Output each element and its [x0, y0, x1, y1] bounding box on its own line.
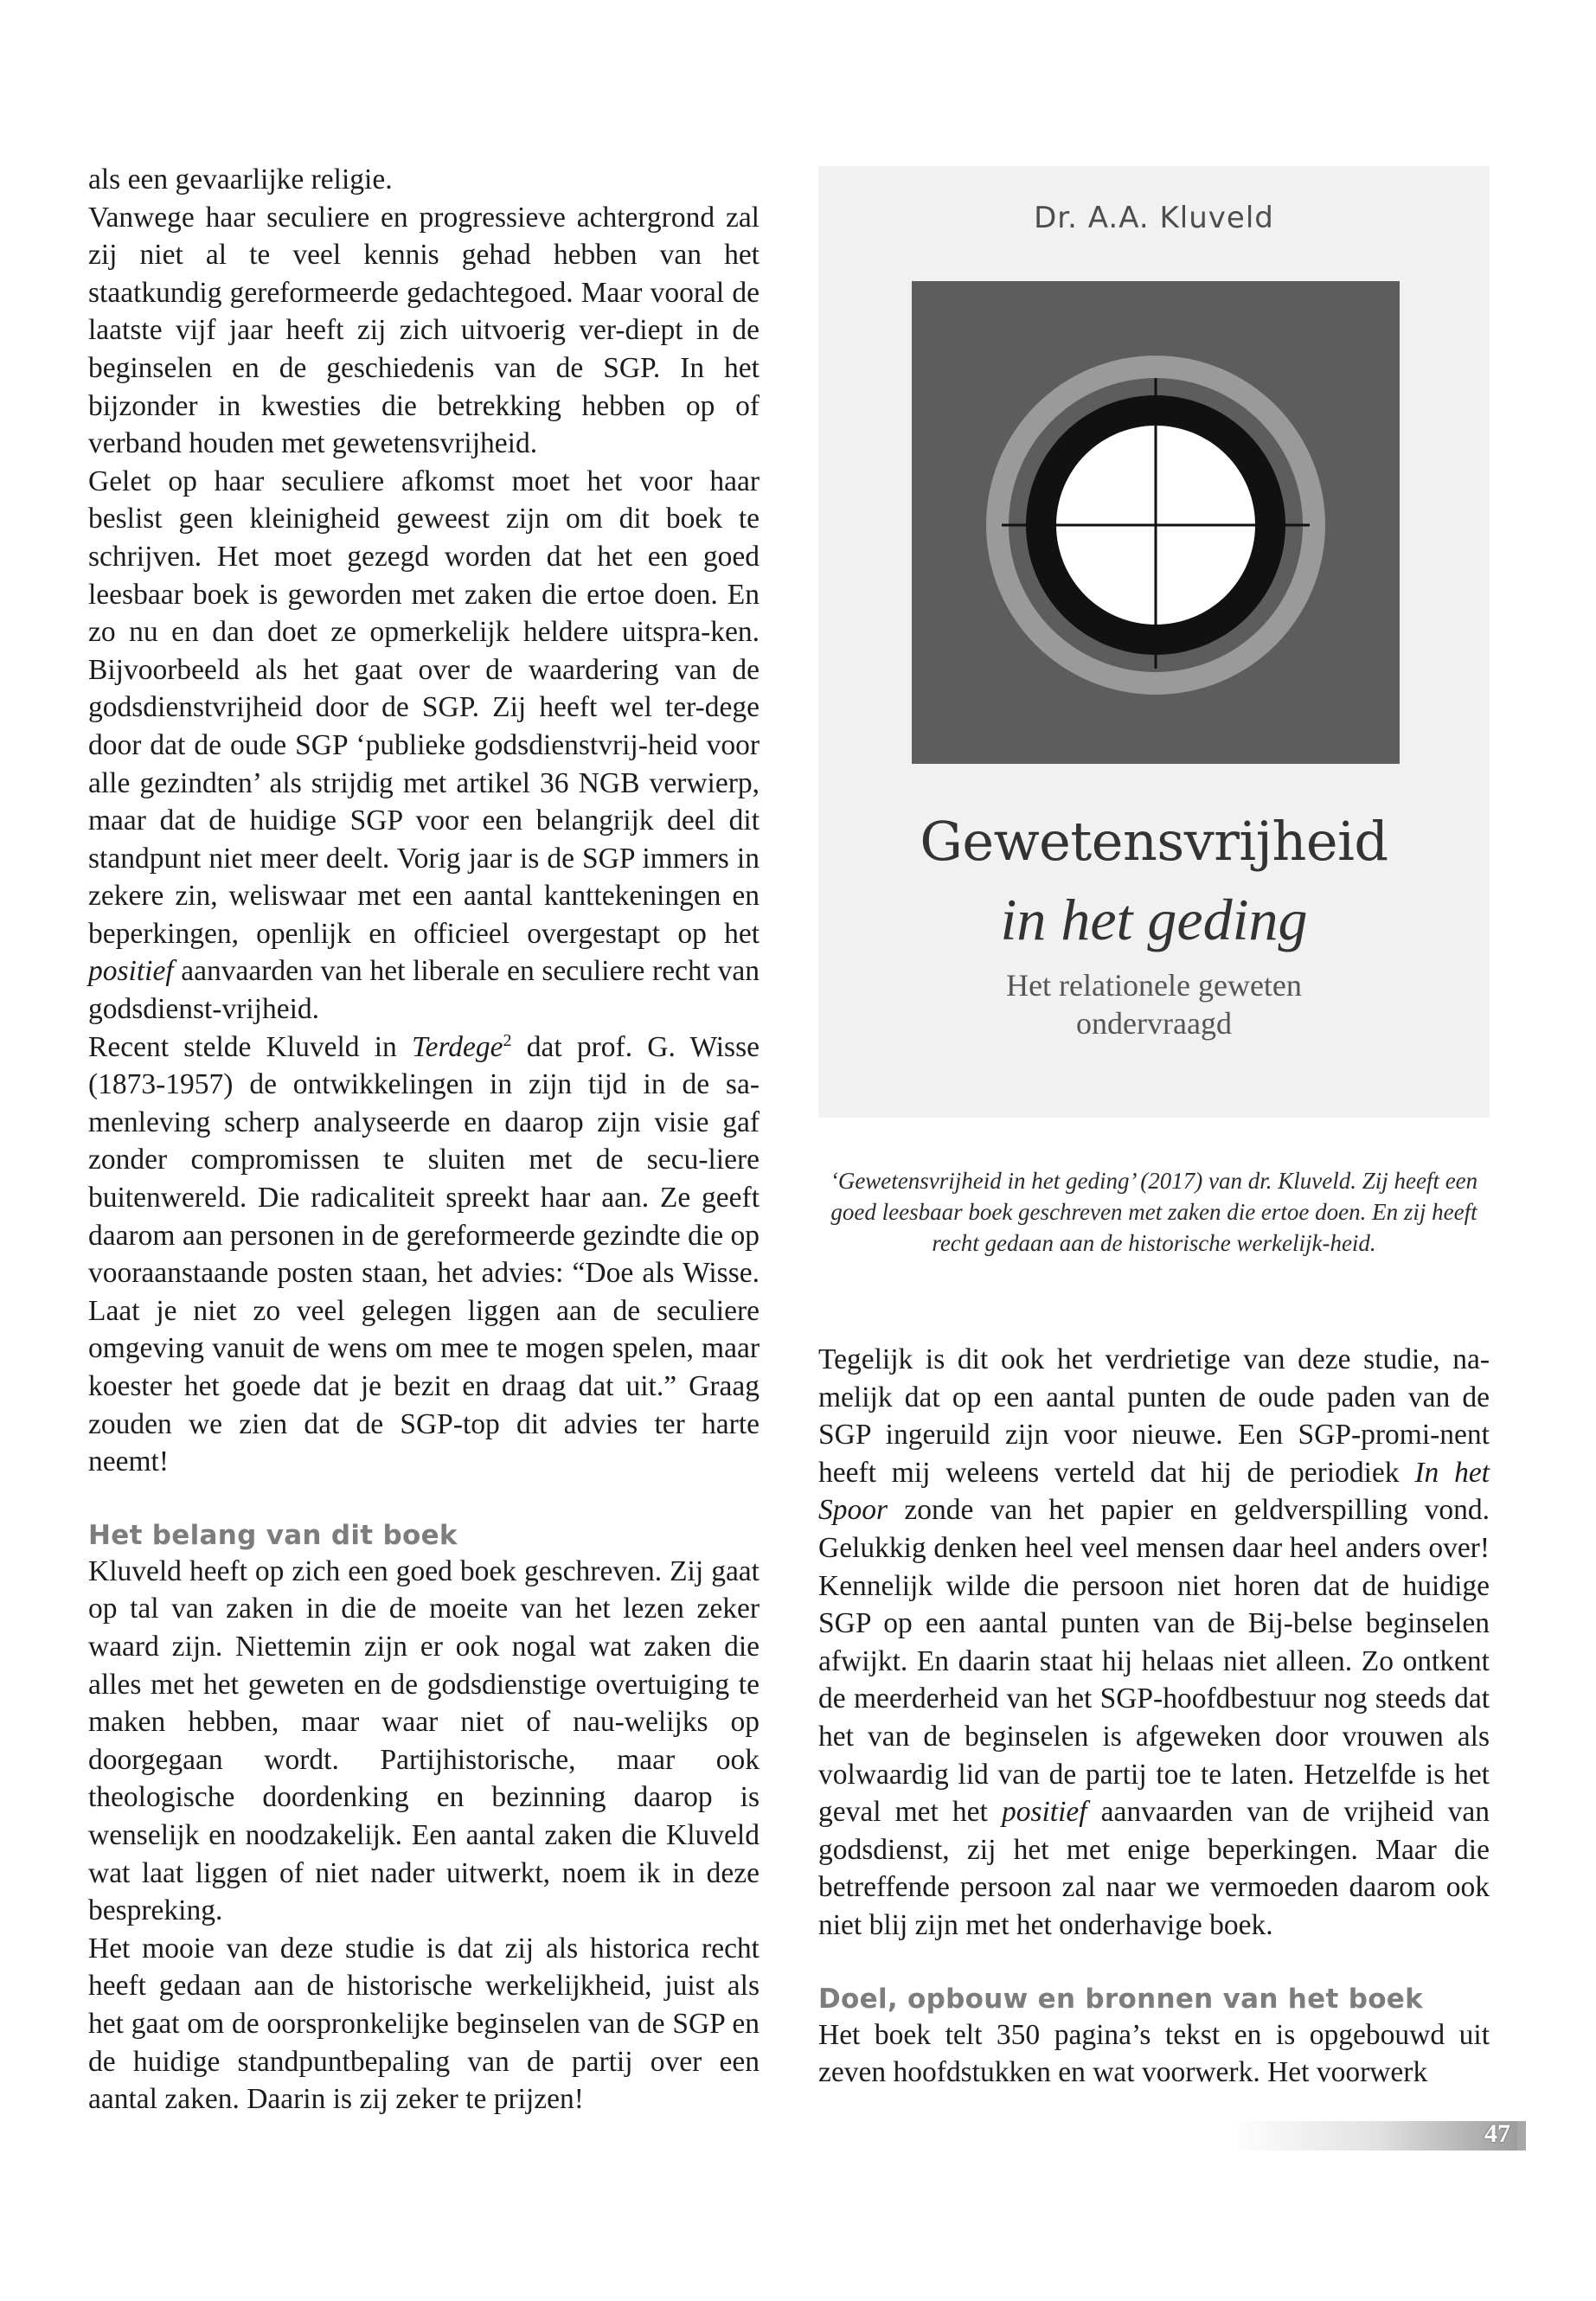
page-number-bar-end [1517, 2121, 1526, 2150]
text-run: Recent stelde Kluveld in [88, 1030, 397, 1063]
spacer [818, 1945, 1490, 1982]
text-run: Tegelijk is dit ook het verdrietige van deze studie, na-melijk dat op een aantal punten de oude paden van de SGP ingeruild zijn voor nieuwe. Een SGP-promi-nent heeft mij weleens verteld dat hij de periodiek [818, 1343, 1490, 1489]
emphasis: positief [1001, 1796, 1087, 1829]
emphasis: positief [88, 955, 174, 988]
text-run: zonde van het papier en geldverspilling vond. Gelukkig denken heel veel mensen daar heel anders over! Kennelijk wilde die persoon niet horen dat de huidige SGP op een aantal punten van de Bij-belse beginselen afwijkt. En daarin staat hij helaas niet alleen. Zo ontkent de meerderheid van het SGP-hoofdbestuur nog steeds dat het van de beginselen is afgeweken door vrouwen als volwaardig lid van de partij toe te laten. Hetzelfde is het geval met het [818, 1494, 1490, 1829]
paragraph [818, 1341, 1490, 1945]
paragraph [88, 1029, 760, 1481]
paragraph: Het boek telt 350 pagina’s tekst en is opgebouwd uit zeven hoofdstukken en wat voorwerk. Het voorwerk [818, 2018, 1490, 2089]
footnote-ref: 2 [503, 1030, 512, 1050]
paragraph: Kluveld heeft op zich een goed boek geschreven. Zij gaat op tal van zaken in die de moeite van het lezen zeker waard zijn. Niettemin zijn er ook nogal wat zaken die alles met het geweten en de godsdienstige overtuiging te maken hebben, maar waar niet of nau-welijks op doorgegaan wordt. Partijhistorische, maar ook theologische doordenking en bezinning daarop is wenselijk en noodzakelijk. Een aantal zaken die Kluveld wat laat liggen of niet nader uitwerkt, noem ik in deze bespreking. [88, 1554, 760, 1927]
crosshair-icon [912, 281, 1400, 764]
text-run: aanvaarden van het liberale en seculiere recht van godsdienst-vrijheid. [88, 955, 760, 1026]
image-caption: ‘Gewetensvrijheid in het geding’ (2017) van dr. Kluveld. Zij heeft een goed leesbaar boek geschreven met zaken die ertoe doen. En zij heeft recht gedaan aan de historische werkelijk-heid. [830, 1168, 1478, 1256]
spacer [88, 1481, 760, 1518]
page-number: 47 [1484, 2119, 1510, 2148]
cover-subtitle: Het relationele geweten [1006, 968, 1302, 1003]
book-cover-image [818, 166, 1490, 1118]
cover-author: Dr. A.A. Kluveld [1034, 201, 1274, 235]
section-heading: Doel, opbouw en bronnen van het boek [818, 1983, 1424, 2015]
cover-subtitle: ondervraagd [1076, 1006, 1232, 1041]
section-heading: Het belang van dit boek [88, 1519, 458, 1551]
paragraph: Het mooie van deze studie is dat zij als historica recht heeft gedaan aan de historische werkelijkheid, juist als het gaat om de oorspronkelijke beginselen van de SGP en de huidige standpuntbepaling van de partij over een aantal zaken. Daarin is zij zeker te prijzen! [88, 1932, 760, 2116]
emphasis: Terdege [412, 1030, 503, 1063]
text-run: Gelet op haar seculiere afkomst moet het voor haar beslist geen kleinigheid geweest zijn om dit boek te schrijven. Het moet gezegd worden dat het een goed leesbaar boek is geworden met zaken die ertoe doen. En zo nu en dan doet ze opmerkelijk heldere uitspra-ken. Bijvoorbeeld als het gaat over de waardering van de godsdienstvrijheid door de SGP. Zij heeft wel ter-dege door dat de oude SGP ‘publieke godsdienstvrij-heid voor alle gezindten’ als strijdig met artikel 36 NGB verwierp, maar dat de huidige SGP voor een belangrijk deel dit standpunt niet meer deelt. Vorig jaar is de SGP immers in zekere zin, weliswaar met een aantal kanttekeningen en beperkingen, openlijk en officieel overgestapt op het [88, 465, 760, 950]
text-run: dat prof. G. Wisse (1873-1957) de ontwikkelingen in zijn tijd in de sa-menleving scherp analyseerde en daarop zijn visie gaf zonder compromissen te sluiten met de secu-liere buitenwereld. Die radicaliteit spreekt haar aan. Ze geeft daarom aan personen in de gereformeerde gezindte die op vooraanstaande posten staan, het advies: “Doe als Wisse. Laat je niet zo veel gelegen liggen aan de seculiere omgeving vanuit de wens om mee te mogen spelen, maar koester het goede dat je bezit en draag dat uit.” Graag zouden we zien dat de SGP-top dit advies ter harte neemt! [88, 1030, 760, 1478]
cover-artwork [912, 281, 1400, 764]
text-run: aanvaarden van de vrijheid van godsdienst, zij het met enige beperkingen. Maar die betreffende persoon zal naar we vermoeden daarom ook niet blij zijn met het onderhavige boek. [818, 1796, 1490, 1941]
right-column [818, 1341, 1490, 2092]
cover-title: Gewetensvrijheid [920, 810, 1388, 873]
paragraph [88, 463, 760, 1029]
paragraph: als een gevaarlijke religie. [88, 163, 393, 195]
emphasis: In het Spoor [818, 1456, 1490, 1527]
paragraph: Vanwege haar seculiere en progressieve achtergrond zal zij niet al te veel kennis gehad hebben van het staatkundig gereformeerde gedachtegoed. Maar vooral de laatste vijf jaar heeft zij zich uitvoerig ver-diept in de beginselen en de geschiedenis van de SGP. In het bijzonder in kwesties die betrekking hebben op of verband houden met gewetensvrijheid. [88, 201, 760, 460]
left-column [88, 161, 760, 2118]
cover-title-italic: in het geding [1000, 887, 1308, 952]
